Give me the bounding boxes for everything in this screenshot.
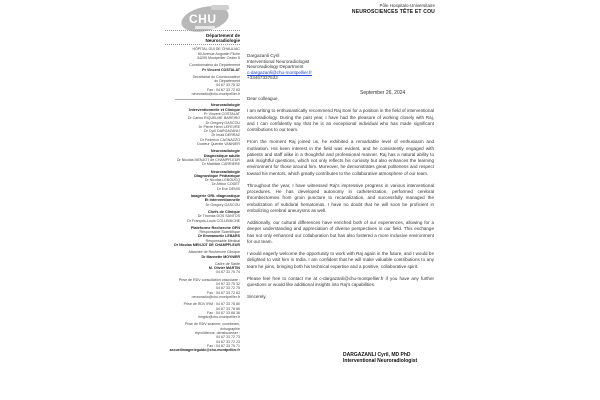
consult-line: Fax : 04 67 33 72 63 [207, 290, 240, 295]
letter-body [247, 96, 434, 307]
consult-line: 04 67 33 72 75 [216, 286, 240, 291]
irm-line: Prise de RDV IRM : 04 67 33 78 80 [183, 302, 240, 307]
health-phone: 04 67 33 75 74 [216, 270, 240, 275]
irm-line: Fax : 04 67 33 68 36 [207, 310, 240, 315]
paragraph: I would eagerly welcome the opportunity to work with Raj again in the future, and I would be delighted to visit him in India. I am confident that he will make valuable contributions to any team he joins, bringing both his technical expertise and a positive, collaborative spirit. [247, 251, 434, 269]
paragraph: Throughout the year, I have witnessed Raj's impressive progress in various interventional procedures. He has developed autonomy in catheterization, performed cerebral thrombectomies from groin puncture to recanalization, and successfully managed the embolization of subdural hematomas. I have no doubt that he will soon be proficient in embolizing cerebral aneurysms as well. [247, 182, 434, 213]
secretariat-line: du Département [214, 79, 240, 84]
research-line: Attachée de Recherche Clinique [188, 250, 240, 255]
logo-tag-shape [211, 5, 229, 10]
section-title: Interventionnelle et Clinique [189, 107, 240, 112]
scanner-line: thyroïdienne, densiscanner : [194, 331, 240, 336]
paragraph: I am writing to enthusiastically recommend Raj Soni for a position in the field of interventional neuroradiology. During the past year, I have had the pleasure of working closely with Raj, and I can confidently say that he is an exceptional individual who has made significant contributions to our team. [247, 108, 434, 132]
member: Dr Nicolas MENJOT de CHAMPFLEUR [176, 157, 240, 162]
sender-phone: +33467337532 [247, 75, 278, 81]
hospital-line: 34295 Montpellier Cedex 5 [197, 56, 240, 60]
member: Responsable Médical [205, 238, 240, 243]
scanner-email[interactable]: accueilimagerieguidc@chu-montpellier.fr [169, 348, 240, 353]
member: Dr Carlos RIQUELME BAREIRO [187, 116, 240, 121]
department-line: Neuroradiologie [205, 38, 240, 44]
secretariat-line: 04 67 33 75 32 [216, 83, 240, 88]
section-title: Neuroradiologie [210, 103, 240, 108]
health-line: Cadre de Santé [214, 261, 240, 266]
section-title: Diagnostique adulte [203, 153, 240, 158]
section-title: Imagerie ORL diagnostique [190, 194, 240, 199]
signature-block [343, 352, 417, 365]
section-title: Neuroradiologie [210, 169, 240, 174]
signature-name: DARGAZANLI Cyril, MD PhD [343, 352, 411, 358]
member: Dr Eve DENIS [217, 186, 240, 191]
secretariat-line: Secrétariat du Coordonnateur [192, 74, 240, 79]
member: Dr Thomas DOS SANTOS [197, 214, 240, 219]
member: Dr Arthur COGET [211, 182, 240, 187]
section-title: Neuroradiologie [210, 149, 240, 154]
paragraph: Additionally, our cultural differences have enriched both of our experiences, allowing for a deeper understanding and appreciation of diverse perspectives in our field. This exchange has not only enhanced our collaboration but has also fostered a more inclusive environment for our team. [247, 220, 434, 244]
paragraph: Please feel free to contact me at c-dargazanli@chu-montpellier.fr if you have any further questions or would like additional insights into Raj's capabilities. [247, 275, 434, 287]
member: Dr Nicolas LEBOUCQ [204, 178, 240, 183]
pole-label: Pôle Hospitalo-Universitaire [379, 3, 435, 8]
member: Dr Cyril DARGAZANLI [204, 129, 240, 134]
salutation: Dear colleague, [247, 96, 279, 101]
sender-email-link[interactable]: c-dargazanli@chu-montpellier.fr [247, 69, 312, 75]
member: Dr Gregory GASCOU [205, 120, 240, 125]
section-title: Plateforme Recherche GFN [190, 225, 240, 230]
sender-role: Interventional Neuroradiologist [247, 58, 310, 64]
member: Docteur Quentin VANNIER [197, 142, 240, 147]
member: Responsable Scientifique [199, 230, 240, 235]
letterhead-header [352, 3, 435, 15]
department-line: Département de [205, 33, 240, 38]
member: Dr Pierre Henri LEFEVRE [198, 124, 240, 129]
paragraph: From the moment Raj joined us, he exhibited a remarkable level of enthusiasm and motivation. His keen interest in the field was evident, and he consistently engaged with patients and staff alike in a thoughtful and professional manner. Raj has a natural ability to ask insightful questions, which not only reflects his curiosity but also enhances the learning environment for those around him. Moreover, he demonstrates great politeness and respect toward his mentors, which greatly contributes to the collaborative atmosphere of our team. [247, 139, 434, 176]
member: Dr François-Louis COLLEMICHE [187, 218, 240, 223]
research-name: Dr Mannette MOYNIER [201, 254, 240, 259]
letter-date: September 26, 2024 [360, 90, 406, 96]
closing: Sincerely, [247, 294, 267, 300]
signature-title: Interventional Neuroradiologist [343, 358, 418, 365]
health-name: M. Olivier MARTIN [208, 266, 240, 271]
section-title: Chefs de Clinique [207, 209, 240, 214]
scanner-line: 04 67 33 72 73 [216, 335, 240, 340]
scanner-line: Fax : 04 67 33 75 71 [207, 343, 240, 348]
scanner-line: 04 67 33 72 23 [216, 339, 240, 344]
member: Pr Vincent COSTALAT [204, 111, 240, 116]
irm-line: 04 67 33 78 86 [216, 306, 240, 311]
pole-title: NEUROSCIENCES TÊTE ET COU [351, 9, 435, 15]
hospital-line: 80 Avenue Augustin Fliche [197, 51, 240, 56]
sender-block [247, 53, 312, 81]
member: Dr Emmanuelle LEBARS [198, 234, 240, 239]
coordinator-name: Pr Vincent COSTALAT [202, 67, 240, 72]
member: Dr Nicolas MENJOT DE CHAMPFLEUR [174, 242, 240, 247]
irm-email[interactable]: irmgdc@chu-montpellier.fr [198, 315, 240, 320]
dotted-divider [165, 30, 240, 31]
member: Dr Mathilde CARRIERE [202, 162, 240, 167]
member: Dr Gregory GASCOU [205, 202, 240, 207]
letterhead-left-column [165, 29, 240, 353]
member: Dr Imad DERRAZ [211, 133, 240, 138]
divider [175, 99, 240, 100]
section-title: Et Interventionnelle [204, 198, 240, 203]
consult-line: Prise de RDV consultation vasculaire : [178, 277, 240, 282]
section-title: Diagnostique Pédiatrique [194, 173, 240, 178]
coordinator-title: Coordonnateur du Département [189, 63, 240, 68]
secretariat-email[interactable]: neuroradio@chu-montpellier.fr [191, 92, 240, 97]
consult-email[interactable]: neuroradio@chu-montpellier.fr [191, 294, 240, 299]
scanner-line: Prise de RDV scanner, conebeam, échographie [184, 322, 240, 331]
logo-text: CHU [189, 12, 217, 26]
secretariat-line: Fax : 04 67 33 72 63 [207, 87, 240, 92]
sender-name: Dargazanli Cyril [247, 53, 280, 58]
dotted-divider [165, 44, 240, 45]
member: Dr Federico CAGNAZZO [200, 137, 240, 142]
hospital-line: HÔPITAL GUI DE CHAULIAC [192, 47, 240, 52]
sender-dept: Neuroradiology Department [247, 64, 304, 70]
consult-line: 04 67 33 75 32 [216, 282, 240, 287]
